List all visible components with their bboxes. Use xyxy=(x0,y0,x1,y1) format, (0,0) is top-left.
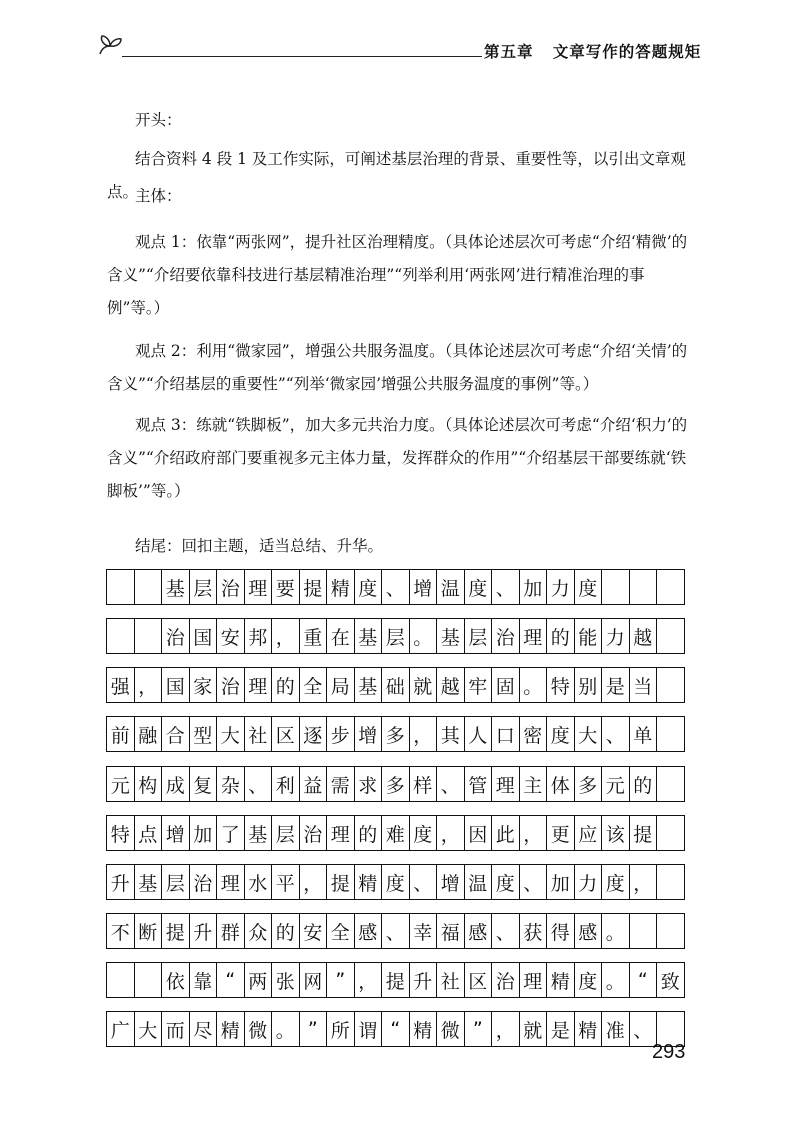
grid-cell: ， xyxy=(355,963,383,997)
grid-cell: 升 xyxy=(190,914,218,948)
point-1: 观点 1：依靠“两张网”，提升社区治理精度。（具体论述层次可考虑“介绍‘精微’的含义”“介绍要依靠科技进行基层精准治理”“列举利用‘两张网’进行精准治理的事例”等。） xyxy=(107,233,688,317)
grid-cell: ， xyxy=(437,816,465,850)
grid-cell: 精 xyxy=(410,1012,438,1046)
grid-cell: 度 xyxy=(355,570,383,604)
grid-cell xyxy=(657,816,685,850)
ending-text: 结尾：回扣主题，适当总结、升华。 xyxy=(135,537,384,555)
grid-cell: 、 xyxy=(382,914,410,948)
grid-cell: 治 xyxy=(217,570,245,604)
grid-cell: 是 xyxy=(547,1012,575,1046)
point-2: 观点 2：利用“微家园”，增强公共服务温度。（具体论述层次可考虑“介绍‘关情’的含义”“介绍基层的重要性”“列举‘微家园’增强公共服务温度的事例”等。） xyxy=(107,342,688,393)
grid-cell: 固 xyxy=(492,668,520,702)
grid-cell: 家 xyxy=(190,668,218,702)
grid-cell: 邦 xyxy=(245,619,273,653)
grid-cell: 精 xyxy=(575,1012,603,1046)
grid-row xyxy=(106,766,685,802)
grid-cell: 理 xyxy=(245,668,273,702)
grid-cell: ， xyxy=(630,865,658,899)
grid-cell: 别 xyxy=(575,668,603,702)
grid-cell: 治 xyxy=(190,865,218,899)
grid-cell xyxy=(657,767,685,801)
opening-text: 结合资料 4 段 1 及工作实际，可阐述基层治理的背景、重要性等，以引出文章观点。 xyxy=(107,150,686,201)
grid-cell: ” xyxy=(465,1012,493,1046)
grid-cell: 靠 xyxy=(190,963,218,997)
grid-cell: 感 xyxy=(575,914,603,948)
grid-cell: 层 xyxy=(190,570,218,604)
grid-cell xyxy=(657,865,685,899)
grid-cell: 准 xyxy=(602,1012,630,1046)
grid-cell: 构 xyxy=(135,767,163,801)
grid-row xyxy=(106,962,685,998)
grid-cell: “ xyxy=(382,1012,410,1046)
grid-cell xyxy=(135,570,163,604)
grid-cell: ， xyxy=(492,1012,520,1046)
grid-cell: ， xyxy=(135,668,163,702)
grid-cell: 的 xyxy=(272,668,300,702)
grid-cell: “ xyxy=(217,963,245,997)
grid-cell: 就 xyxy=(520,1012,548,1046)
grid-cell: 大 xyxy=(217,717,245,751)
grid-cell: 重 xyxy=(300,619,328,653)
grid-cell: ， xyxy=(272,619,300,653)
grid-cell: 广 xyxy=(107,1012,135,1046)
grid-cell: 治 xyxy=(162,619,190,653)
grid-cell: 多 xyxy=(382,767,410,801)
grid-cell: 增 xyxy=(162,816,190,850)
grid-cell: 。 xyxy=(410,619,438,653)
grid-cell: 层 xyxy=(382,619,410,653)
grid-cell: 度 xyxy=(382,865,410,899)
grid-cell: 础 xyxy=(382,668,410,702)
grid-cell: 元 xyxy=(107,767,135,801)
grid-cell: 。 xyxy=(272,1012,300,1046)
grid-cell: 大 xyxy=(135,1012,163,1046)
grid-cell: 的 xyxy=(547,619,575,653)
point-3: 观点 3：练就“铁脚板”，加大多元共治力度。（具体论述层次可考虑“介绍‘积力’的含义”“介绍政府部门要重视多元主体力量，发挥群众的作用”“介绍基层干部要练就‘铁脚板’”等。） xyxy=(107,416,688,500)
grid-cell: 层 xyxy=(465,619,493,653)
grid-cell: 温 xyxy=(465,865,493,899)
grid-cell: 而 xyxy=(162,1012,190,1046)
grid-cell: 。 xyxy=(602,963,630,997)
grid-cell: ， xyxy=(300,865,328,899)
grid-cell: 治 xyxy=(492,619,520,653)
grid-cell: 幸 xyxy=(410,914,438,948)
grid-cell: 基 xyxy=(355,619,383,653)
chapter-number: 第五章 xyxy=(484,43,534,61)
grid-cell: 得 xyxy=(547,914,575,948)
grid-cell xyxy=(135,963,163,997)
grid-cell: 的 xyxy=(355,816,383,850)
grid-cell: 杂 xyxy=(217,767,245,801)
grid-cell: 、 xyxy=(245,767,273,801)
grid-row xyxy=(106,864,685,900)
grid-cell: 度 xyxy=(410,816,438,850)
grid-cell: 理 xyxy=(492,767,520,801)
grid-cell: 理 xyxy=(520,619,548,653)
grid-cell: 社 xyxy=(437,963,465,997)
chapter-title: 文章写作的答题规矩 xyxy=(552,43,702,61)
grid-cell: 两 xyxy=(245,963,273,997)
grid-cell: 基 xyxy=(245,816,273,850)
grid-cell: 、 xyxy=(437,767,465,801)
grid-cell xyxy=(107,619,135,653)
grid-cell xyxy=(657,914,685,948)
grid-cell: 就 xyxy=(410,668,438,702)
grid-cell: ， xyxy=(410,717,438,751)
grid-cell: 度 xyxy=(492,865,520,899)
grid-cell: 谓 xyxy=(355,1012,383,1046)
grid-cell: 利 xyxy=(272,767,300,801)
grid-cell: 应 xyxy=(575,816,603,850)
grid-row xyxy=(106,716,685,752)
grid-row xyxy=(106,569,685,605)
grid-cell: 人 xyxy=(465,717,493,751)
grid-cell: 升 xyxy=(410,963,438,997)
grid-cell: 多 xyxy=(382,717,410,751)
grid-cell: 基 xyxy=(162,570,190,604)
grid-row xyxy=(106,618,685,654)
leaf-sprout-icon xyxy=(96,30,124,60)
main-label: 主体： xyxy=(135,187,182,205)
grid-cell: 融 xyxy=(135,717,163,751)
grid-cell: 增 xyxy=(355,717,383,751)
grid-cell xyxy=(657,619,685,653)
grid-cell: 精 xyxy=(327,570,355,604)
grid-cell: 度 xyxy=(575,570,603,604)
grid-cell: 治 xyxy=(492,963,520,997)
grid-cell: 的 xyxy=(630,767,658,801)
grid-cell: 理 xyxy=(245,570,273,604)
grid-cell xyxy=(602,570,630,604)
grid-cell xyxy=(135,619,163,653)
grid-cell: 安 xyxy=(217,619,245,653)
chapter-header xyxy=(484,40,701,62)
grid-cell: 管 xyxy=(465,767,493,801)
grid-cell: 因 xyxy=(465,816,493,850)
grid-cell: 了 xyxy=(217,816,245,850)
grid-cell: 越 xyxy=(437,668,465,702)
grid-cell: 该 xyxy=(602,816,630,850)
grid-cell: 水 xyxy=(245,865,273,899)
grid-cell: 型 xyxy=(190,717,218,751)
grid-row xyxy=(106,913,685,949)
grid-cell: 所 xyxy=(327,1012,355,1046)
grid-cell: 度 xyxy=(602,865,630,899)
grid-cell: 精 xyxy=(547,963,575,997)
grid-cell: 需 xyxy=(327,767,355,801)
grid-cell: 大 xyxy=(575,717,603,751)
grid-cell: 基 xyxy=(355,668,383,702)
grid-cell: 微 xyxy=(437,1012,465,1046)
grid-cell: 其 xyxy=(437,717,465,751)
grid-cell: 获 xyxy=(520,914,548,948)
grid-cell: 前 xyxy=(107,717,135,751)
grid-cell: 更 xyxy=(547,816,575,850)
grid-cell: 特 xyxy=(107,816,135,850)
grid-cell: 层 xyxy=(272,816,300,850)
grid-cell: 层 xyxy=(162,865,190,899)
grid-cell: 治 xyxy=(300,816,328,850)
grid-cell: 微 xyxy=(245,1012,273,1046)
grid-cell: 逐 xyxy=(300,717,328,751)
grid-cell xyxy=(657,570,685,604)
grid-cell: 区 xyxy=(272,717,300,751)
grid-cell: 提 xyxy=(382,963,410,997)
grid-cell: 、 xyxy=(382,570,410,604)
grid-cell: 区 xyxy=(465,963,493,997)
grid-cell: 合 xyxy=(162,717,190,751)
grid-cell: 断 xyxy=(135,914,163,948)
grid-cell: 基 xyxy=(437,619,465,653)
grid-cell: 升 xyxy=(107,865,135,899)
grid-cell: 单 xyxy=(630,717,658,751)
grid-cell: 基 xyxy=(135,865,163,899)
grid-cell: 提 xyxy=(327,865,355,899)
grid-cell: “ xyxy=(630,963,658,997)
grid-cell: 温 xyxy=(437,570,465,604)
grid-cell: 群 xyxy=(217,914,245,948)
grid-cell: 要 xyxy=(272,570,300,604)
grid-cell: 多 xyxy=(575,767,603,801)
grid-cell xyxy=(657,668,685,702)
header-rule xyxy=(122,56,482,57)
grid-cell: 度 xyxy=(465,570,493,604)
grid-cell: 口 xyxy=(492,717,520,751)
grid-cell: 提 xyxy=(162,914,190,948)
grid-cell: 能 xyxy=(575,619,603,653)
grid-cell: 、 xyxy=(602,717,630,751)
grid-cell: 国 xyxy=(162,668,190,702)
grid-cell: 在 xyxy=(327,619,355,653)
grid-cell: 成 xyxy=(162,767,190,801)
grid-cell: 难 xyxy=(382,816,410,850)
grid-cell: 牢 xyxy=(465,668,493,702)
grid-cell: 福 xyxy=(437,914,465,948)
grid-cell: 是 xyxy=(602,668,630,702)
grid-cell: ” xyxy=(327,963,355,997)
grid-cell: 张 xyxy=(272,963,300,997)
page-number: 293 xyxy=(652,1041,686,1063)
opening-label: 开头： xyxy=(135,111,182,129)
grid-cell: 力 xyxy=(547,570,575,604)
grid-cell: 度 xyxy=(547,717,575,751)
grid-cell: 感 xyxy=(355,914,383,948)
grid-cell: 网 xyxy=(300,963,328,997)
grid-cell: 社 xyxy=(245,717,273,751)
grid-cell xyxy=(630,570,658,604)
grid-cell xyxy=(657,717,685,751)
grid-cell: 国 xyxy=(190,619,218,653)
grid-cell: 、 xyxy=(410,865,438,899)
grid-cell: 元 xyxy=(602,767,630,801)
grid-cell: 全 xyxy=(327,914,355,948)
grid-cell: ， xyxy=(520,816,548,850)
grid-cell xyxy=(107,963,135,997)
grid-cell: 度 xyxy=(575,963,603,997)
grid-cell: 、 xyxy=(520,865,548,899)
grid-cell: 依 xyxy=(162,963,190,997)
grid-cell: 、 xyxy=(492,914,520,948)
grid-cell xyxy=(107,570,135,604)
grid-cell: 。 xyxy=(602,914,630,948)
grid-cell: 加 xyxy=(520,570,548,604)
grid-cell: 精 xyxy=(355,865,383,899)
grid-row xyxy=(106,1011,685,1047)
grid-cell: 提 xyxy=(300,570,328,604)
grid-cell: 、 xyxy=(630,1012,658,1046)
grid-cell xyxy=(630,914,658,948)
grid-cell: 复 xyxy=(190,767,218,801)
grid-cell: 感 xyxy=(465,914,493,948)
grid-cell: 增 xyxy=(437,865,465,899)
grid-row xyxy=(106,667,685,703)
grid-cell: 治 xyxy=(217,668,245,702)
grid-cell: 理 xyxy=(327,816,355,850)
grid-cell: 体 xyxy=(547,767,575,801)
grid-row xyxy=(106,815,685,851)
grid-cell: 加 xyxy=(547,865,575,899)
grid-cell: 致 xyxy=(657,963,685,997)
grid-cell: 此 xyxy=(492,816,520,850)
grid-cell: 、 xyxy=(492,570,520,604)
grid-cell: 平 xyxy=(272,865,300,899)
grid-cell: 安 xyxy=(300,914,328,948)
grid-cell: 全 xyxy=(300,668,328,702)
grid-cell: 理 xyxy=(520,963,548,997)
grid-cell: 的 xyxy=(272,914,300,948)
grid-cell: 加 xyxy=(190,816,218,850)
grid-cell: 密 xyxy=(520,717,548,751)
grid-cell: 力 xyxy=(602,619,630,653)
grid-cell: 强 xyxy=(107,668,135,702)
grid-cell: 求 xyxy=(355,767,383,801)
grid-cell: 不 xyxy=(107,914,135,948)
grid-cell: 。 xyxy=(520,668,548,702)
grid-cell: 主 xyxy=(520,767,548,801)
grid-cell: ” xyxy=(300,1012,328,1046)
grid-cell: 增 xyxy=(410,570,438,604)
grid-cell: 益 xyxy=(300,767,328,801)
grid-cell: 特 xyxy=(547,668,575,702)
grid-cell: 当 xyxy=(630,668,658,702)
grid-cell: 理 xyxy=(217,865,245,899)
grid-cell: 众 xyxy=(245,914,273,948)
grid-cell: 样 xyxy=(410,767,438,801)
grid-cell: 尽 xyxy=(190,1012,218,1046)
grid-cell: 步 xyxy=(327,717,355,751)
grid-cell: 越 xyxy=(630,619,658,653)
grid-cell: 点 xyxy=(135,816,163,850)
grid-cell: 局 xyxy=(327,668,355,702)
grid-cell: 精 xyxy=(217,1012,245,1046)
grid-cell: 力 xyxy=(575,865,603,899)
grid-cell: 提 xyxy=(630,816,658,850)
